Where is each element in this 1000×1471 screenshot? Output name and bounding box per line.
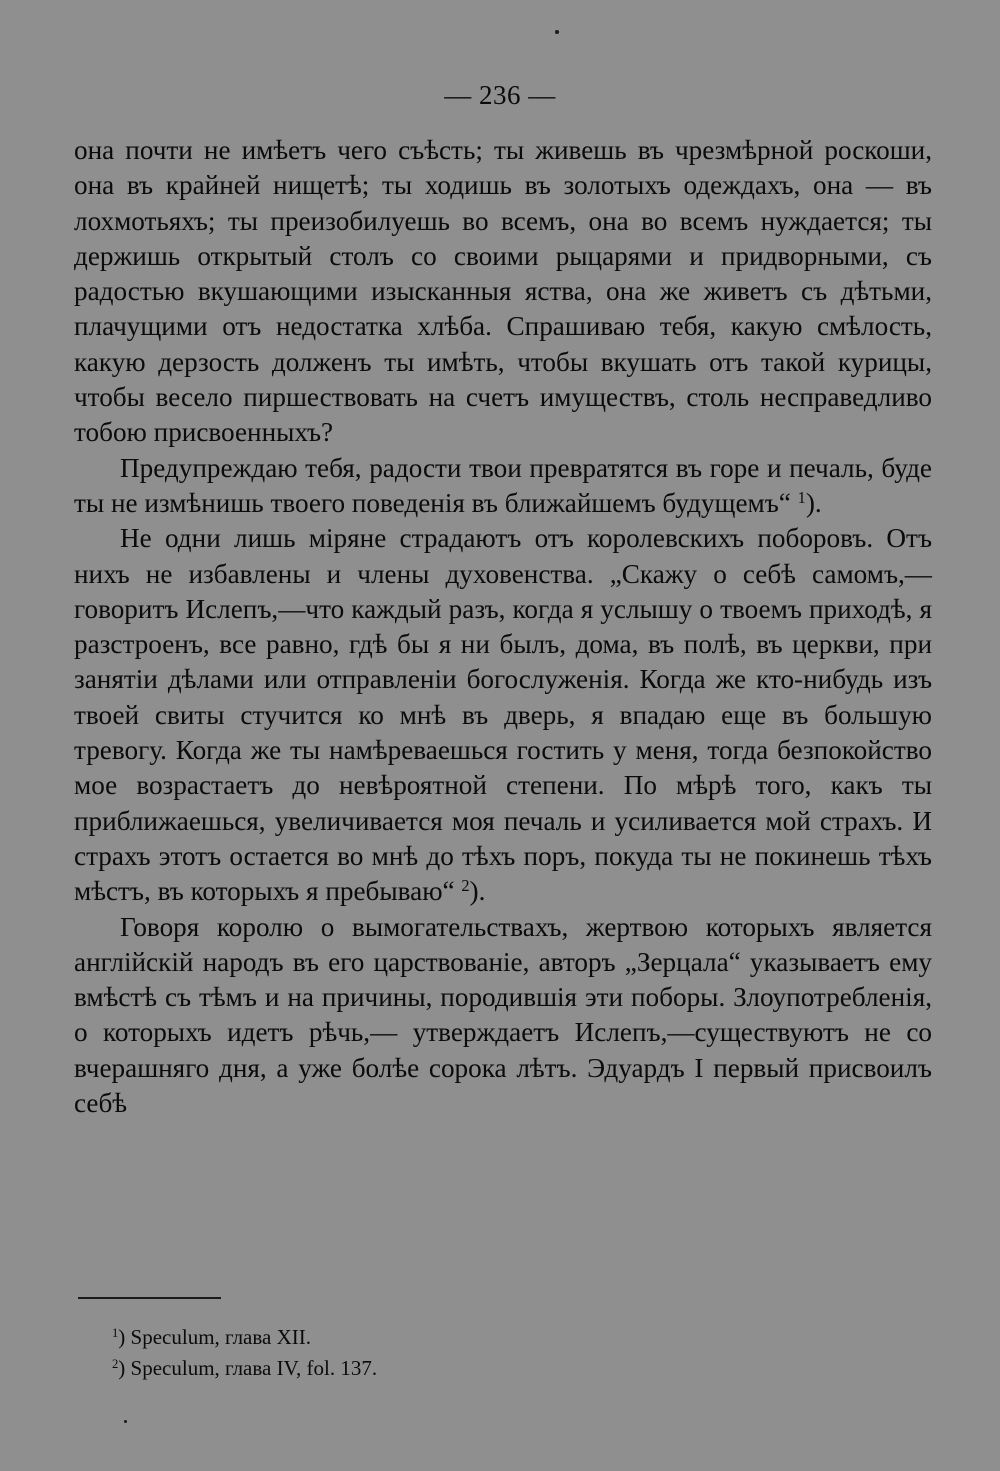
footnotes [112,1322,812,1384]
paragraph-2-text: Предупреждаю тебя, радости твои превратятся въ горе и печаль, буде ты не измѣнишь твоего поведенія въ ближайшемъ будущемъ“ [74,452,932,518]
footnote-2-text: ) Speculum, глава IV, fol. 137. [118,1356,378,1380]
paragraph-4 [74,910,932,1122]
footnote-2-mark: 2 [112,1357,119,1372]
paragraph-1 [74,133,932,451]
footnote-1 [112,1322,812,1353]
paragraph-2 [74,451,932,522]
paragraph-3-end: ). [469,876,486,907]
footnote-2 [112,1353,812,1384]
body-text [74,133,932,1121]
footnote-reference-1: 1 [797,488,806,507]
footnote-1-mark: 1 [112,1326,119,1341]
page-number: — 236 — [444,80,556,110]
footnote-1-text: ) Speculum, глава XII. [118,1325,311,1349]
paragraph-3 [74,521,932,909]
scan-speck [555,30,559,34]
paragraph-2-end: ). [805,487,822,518]
scan-speck [124,1420,127,1423]
paragraph-4-text: Говоря королю о вымогательствахъ, жертвою которыхъ является англійскій народъ въ его царствованіе, авторъ „Зерцала“ указываетъ ему вмѣстѣ съ тѣмъ и на причины, породившія эти поборы. Злоупотребленія, о которыхъ идетъ рѣчь,— утверждаетъ Ислепъ,—существуютъ не со вчерашняго дня, а уже болѣе сорока лѣтъ. Эдуардъ I первый присвоилъ себѣ [74,911,932,1119]
paragraph-3-text: Не одни лишь міряне страдаютъ отъ королевскихъ поборовъ. Отъ нихъ не избавлены и члены духовенства. „Скажу о себѣ самомъ,—говоритъ Ислепъ,—что каждый разъ, когда я услышу о твоемъ приходѣ, я разстроенъ, все равно, гдѣ бы я ни былъ, дома, въ полѣ, въ церкви, при занятіи дѣлами или отправленіи богослуженія. Когда же кто-нибудь изъ твоей свиты стучится ко мнѣ въ дверь, я впадаю еще въ большую тревогу. Когда же ты намѣреваешься гостить у меня, тогда безпокойство мое возрастаетъ до невѣроятной степени. По мѣрѣ того, какъ ты приближаешься, увеличивается моя печаль и усиливается мой страхъ. И страхъ этотъ остается во мнѣ до тѣхъ поръ, покуда ты не покинешь тѣхъ мѣстъ, въ которыхъ я пребываю“ [74,523,932,907]
footnote-divider [78,1297,221,1299]
paragraph-1-text: она почти не имѣетъ чего съѣсть; ты живешь въ чрезмѣрной роскоши, она въ крайней нищетѣ; ты ходишь въ золотыхъ одеждахъ, она — въ лохмотьяхъ; ты преизобилуешь во всемъ, она во всемъ нуждается; ты держишь открытый столъ со своими рыцарями и придворными, съ радостью вкушающими изысканныя яства, она же живетъ съ дѣтьми, плачущими отъ недостатка хлѣба. Спрашиваю тебя, какую смѣлость, какую дерзость долженъ ты имѣть, чтобы вкушать отъ такой курицы, чтобы весело пиршествовать на счетъ имуществъ, столь несправедливо тобою присвоенныхъ? [74,135,932,448]
footnote-reference-2: 2 [461,876,470,896]
